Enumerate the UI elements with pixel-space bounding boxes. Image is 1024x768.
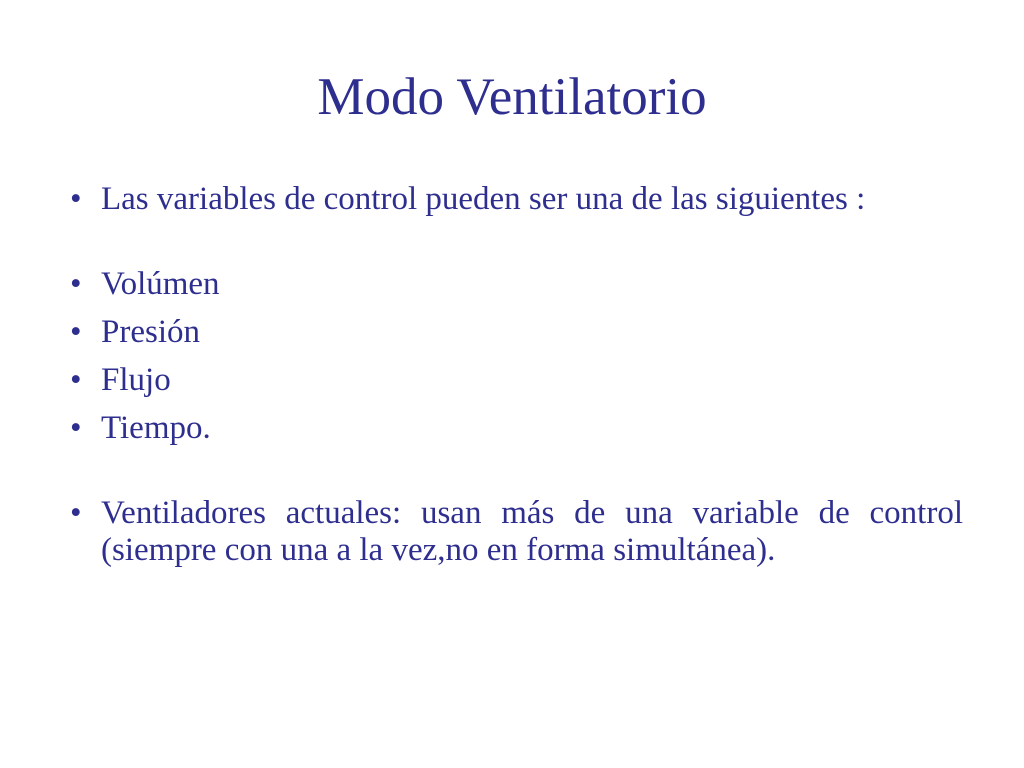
slide-title: Modo Ventilatorio	[317, 68, 707, 126]
bullet-text: Flujo	[101, 362, 171, 398]
bullet-item	[70, 314, 963, 351]
bullet-item	[70, 181, 963, 218]
bullet-dot-icon: •	[70, 495, 82, 531]
bullet-item	[70, 410, 963, 447]
bullet-dot-icon: •	[70, 181, 82, 217]
bullet-dot-icon: •	[70, 362, 82, 398]
bullet-dot-icon: •	[70, 266, 82, 302]
bullet-item	[70, 495, 963, 569]
bullet-list	[70, 181, 963, 569]
bullet-text: Presión	[101, 314, 200, 350]
bullet-item	[70, 362, 963, 399]
bullet-text: Volúmen	[101, 266, 220, 302]
bullet-item	[70, 266, 963, 303]
bullet-dot-icon: •	[70, 410, 82, 446]
bullet-text: Ventiladores actuales: usan más de una variable de control (siempre con una a la vez,no en forma simultánea).	[101, 495, 963, 568]
bullet-text: Las variables de control pueden ser una de las siguientes :	[101, 181, 866, 217]
bullet-text: Tiempo.	[101, 410, 211, 446]
bullet-dot-icon: •	[70, 314, 82, 350]
